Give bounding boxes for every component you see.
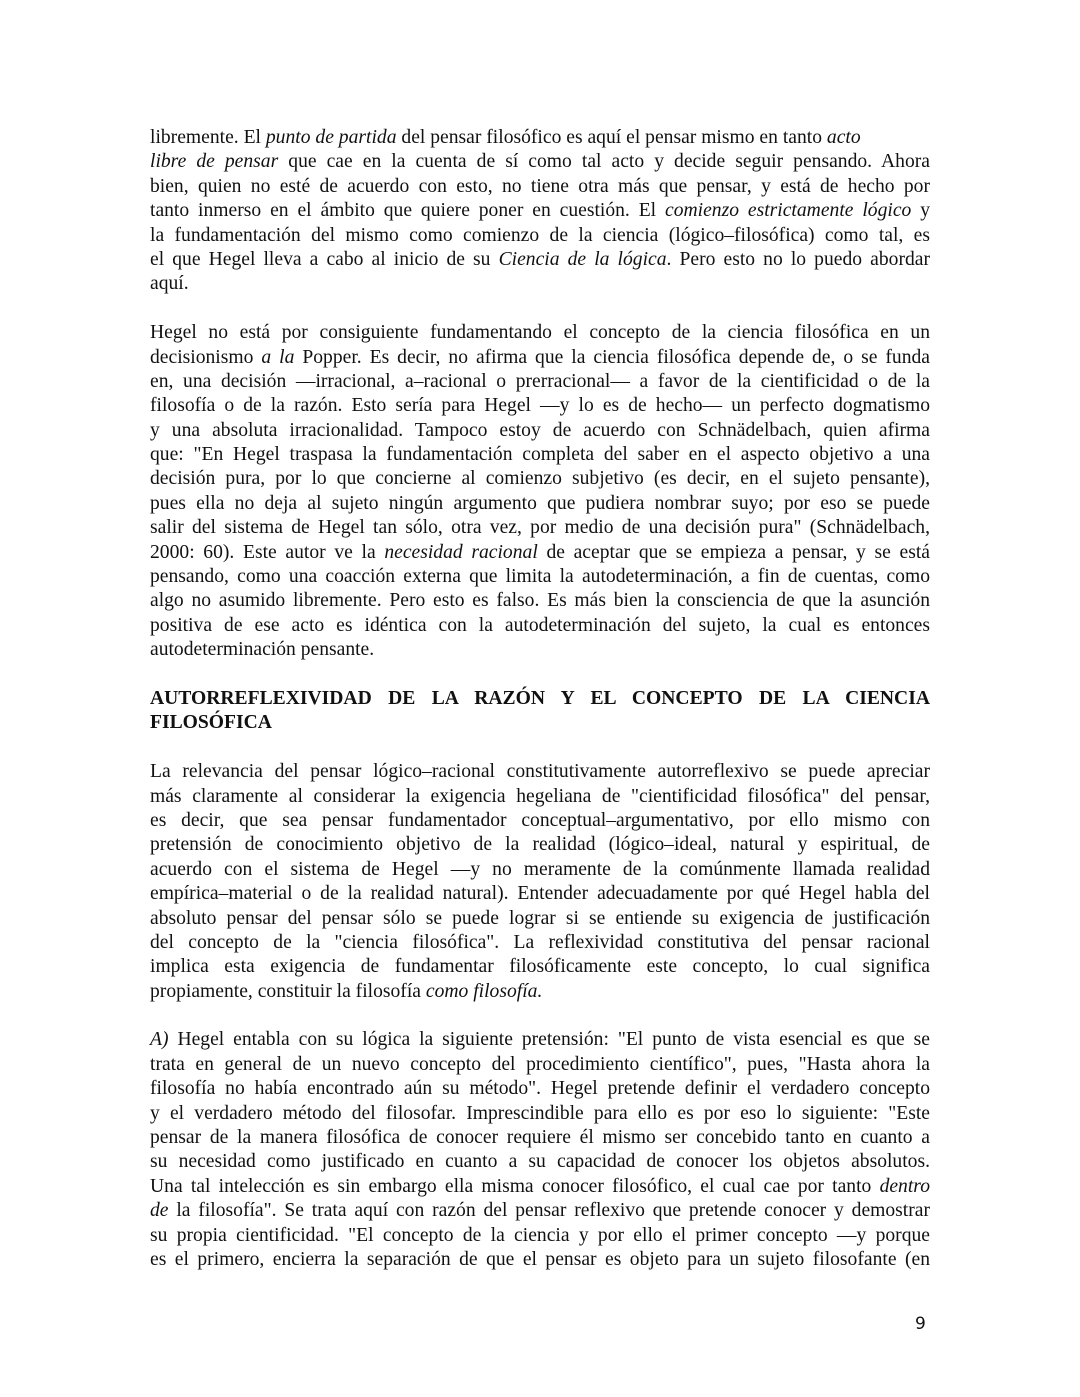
text-run: FILOSÓFICA (150, 712, 272, 734)
text-line (150, 687, 930, 711)
text-line (150, 614, 930, 638)
text-run: Hegel no está por consiguiente fundamentando el concepto de la ciencia filosófica en un (150, 322, 930, 344)
italic-text: acto (826, 127, 861, 148)
text-run: bien, quien no esté de acuerdo con esto, no tiene otra más que pensar, y está de hecho por (150, 175, 930, 197)
page-number: 9 (915, 1314, 926, 1334)
italic-text: a la (261, 346, 295, 368)
text-line (150, 638, 930, 662)
text-line (150, 492, 930, 516)
text-line (150, 443, 930, 467)
text-line (150, 1053, 930, 1077)
text-run: y el verdadero método del filosofar. Imprescindible para ello es por eso lo siguiente: "Este (150, 1102, 930, 1124)
text-run: es decir, que sea pensar fundamentador conceptual–argumentativo, por ello mismo con (150, 809, 930, 831)
text-line (150, 1199, 930, 1223)
italic-text: necesidad racional (384, 541, 538, 563)
text-run: del concepto de la "ciencia filosófica". La reflexividad constitutiva del pensar racional (150, 931, 930, 953)
text-run: pues ella no deja al sujeto ningún argumento que pudiera nombrar suyo; por eso se puede (150, 492, 930, 514)
text-run: libremente. El (150, 127, 266, 148)
text-line (150, 541, 930, 565)
text-run: algo no asumido libremente. Pero esto es falso. Es más bien la consciencia de que la asunción (150, 590, 930, 612)
text-line (150, 175, 930, 199)
italic-text: A) (150, 1029, 169, 1051)
text-run: la filosofía". Se trata aquí con razón del pensar reflexivo que pretende conocer y demostrar (168, 1200, 930, 1222)
text-line (150, 589, 930, 613)
text-line (150, 785, 930, 809)
text-run: más claramente al considerar la exigencia hegeliana de "cientificidad filosófica" del pensar, (150, 785, 930, 807)
text-line (150, 346, 930, 370)
text-run: positiva de ese acto es idéntica con la autodeterminación del sujeto, la cual es entonces (150, 614, 930, 636)
text-run: salir del sistema de Hegel tan sólo, otra vez, por medio de una decisión pura" (Schnädelbach, (150, 517, 930, 539)
text-line (150, 1077, 930, 1101)
paragraph-p3 (150, 760, 930, 1004)
text-run: tanto inmerso en el ámbito que quiere poner en cuestión. El (150, 200, 666, 222)
text-line (150, 150, 930, 174)
text-run: AUTORREFLEXIVIDAD DE LA RAZÓN Y EL CONCEPTO DE LA CIENCIA (150, 687, 930, 709)
italic-text: dentro (879, 1175, 930, 1197)
text-run: autodeterminación pensante. (150, 639, 375, 661)
text-run: implica esta exigencia de fundamentar filosóficamente este concepto, lo cual significa (150, 956, 930, 978)
text-run: Popper. Es decir, no afirma que la ciencia filosófica depende de, o se funda (294, 346, 930, 368)
paragraph-gap (150, 1004, 930, 1028)
text-run: en, una decisión —irracional, a–racional o prerracional— a favor de la cientificidad o de la (150, 370, 930, 392)
text-run: absoluto pensar del pensar sólo se puede lograr si se entiende su exigencia de justificación (150, 907, 930, 929)
text-line (150, 199, 930, 223)
text-line (150, 1248, 930, 1272)
text-line (150, 1175, 930, 1199)
text-line (150, 1126, 930, 1150)
italic-text: comienzo estrictamente lógico (665, 200, 912, 222)
text-run: decisionismo (150, 346, 262, 368)
text-line (150, 907, 930, 931)
text-line (150, 565, 930, 589)
italic-text: Ciencia de la lógica (498, 248, 667, 270)
paragraph-gap (150, 297, 930, 321)
italic-text: punto de partida (265, 127, 397, 148)
text-line (150, 882, 930, 906)
text-run: 2000: 60). Este autor ve la (150, 541, 385, 563)
text-run: del pensar filosófico es aquí el pensar mismo en tanto (396, 127, 827, 148)
text-run: empírica–material o de la realidad natural). Entender adecuadamente por qué Hegel habla del (150, 883, 930, 905)
text-run: Una tal intelección es sin embargo ella misma conocer filosófico, el cual cae por tanto (150, 1175, 880, 1197)
text-line (150, 126, 930, 150)
text-run: y una absoluta irracionalidad. Tampoco estoy de acuerdo con Schnädelbach, quien afirma (150, 419, 930, 441)
text-line (150, 955, 930, 979)
text-line (150, 1028, 930, 1052)
paragraph-gap (150, 663, 930, 687)
text-line (150, 516, 930, 540)
text-run: pensar de la manera filosófica de conocer requiere él mismo ser concebido tanto en cuanto a (150, 1127, 930, 1149)
text-line (150, 931, 930, 955)
italic-text: libre de pensar (150, 151, 279, 173)
text-line (150, 321, 930, 345)
text-line (150, 1102, 930, 1126)
text-line (150, 272, 930, 296)
text-line (150, 980, 930, 1004)
text-run: filosofía no había encontrado aún su método". Hegel pretende definir el verdadero concepto (150, 1078, 930, 1100)
text-line (150, 394, 930, 418)
document-page (150, 126, 930, 1272)
text-run: acuerdo con el sistema de Hegel —y no meramente de la comúnmente llamada realidad (150, 858, 930, 880)
text-run: . Pero esto no lo puedo abordar (666, 248, 930, 270)
text-run: propiamente, constituir la filosofía (150, 980, 426, 1002)
text-line (150, 711, 930, 735)
text-line (150, 833, 930, 857)
text-line (150, 248, 930, 272)
text-run: aquí. (150, 273, 189, 295)
text-run: trata en general de un nuevo concepto del procedimiento científico", pues, "Hasta ahora la (150, 1053, 930, 1075)
text-run: pretensión de conocimiento objetivo de la realidad (lógico–ideal, natural y espiritual, de (150, 834, 930, 856)
text-run: que: "En Hegel traspasa la fundamentación completa del saber en el aspecto objetivo a una (150, 444, 930, 466)
text-run: su propia cientificidad. "El concepto de la ciencia y por ello el primer concepto —y porque (150, 1224, 930, 1246)
text-line (150, 370, 930, 394)
text-run: y (911, 200, 930, 222)
text-line (150, 858, 930, 882)
text-run: pensando, como una coacción externa que limita la autodeterminación, a fin de cuentas, como (150, 566, 930, 588)
paragraph-gap (150, 736, 930, 760)
text-line (150, 1150, 930, 1174)
paragraph-p1 (150, 126, 930, 297)
text-line (150, 809, 930, 833)
text-run: su necesidad como justificado en cuanto a su capacidad de conocer los objetos absolutos. (150, 1151, 930, 1173)
paragraph-p4 (150, 1028, 930, 1272)
section-heading (150, 687, 930, 736)
italic-text: de (150, 1200, 169, 1222)
text-line (150, 467, 930, 491)
text-run: que cae en la cuenta de sí como tal acto y decide seguir pensando. Ahora (278, 151, 930, 173)
text-run: el que Hegel lleva a cabo al inicio de su (150, 248, 499, 270)
text-run: decisión pura, por lo que concierne al comienzo subjetivo (es decir, en el sujeto pensante), (150, 468, 930, 490)
text-run: de aceptar que se empieza a pensar, y se está (537, 541, 930, 563)
italic-text: como filosofía. (425, 980, 543, 1002)
text-run: Hegel entabla con su lógica la siguiente pretensión: "El punto de vista esencial es que se (168, 1029, 930, 1051)
text-run: filosofía o de la razón. Esto sería para Hegel —y lo es de hecho— un perfecto dogmatismo (150, 395, 930, 417)
text-run: la fundamentación del mismo como comienzo de la ciencia (lógico–filosófica) como tal, es (150, 224, 930, 246)
paragraph-p2 (150, 321, 930, 662)
text-run: La relevancia del pensar lógico–racional constitutivamente autorreflexivo se puede apreciar (150, 761, 930, 783)
text-run: es el primero, encierra la separación de que el pensar es objeto para un sujeto filosofante (en (150, 1248, 930, 1270)
text-line (150, 224, 930, 248)
text-line (150, 419, 930, 443)
text-line (150, 1224, 930, 1248)
text-line (150, 760, 930, 784)
